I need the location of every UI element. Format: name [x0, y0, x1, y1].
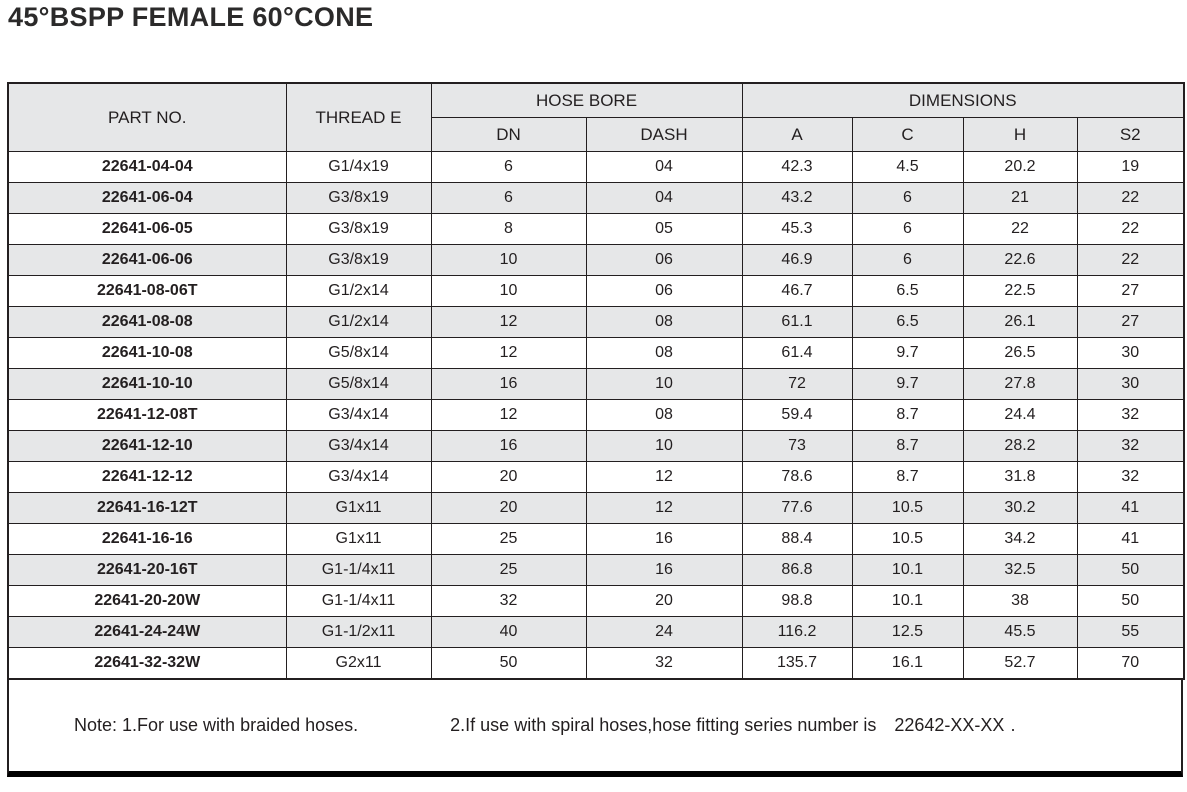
cell-c: 10.1 — [852, 586, 963, 617]
cell-h: 34.2 — [963, 524, 1077, 555]
cell-s2: 50 — [1077, 586, 1184, 617]
cell-c: 6.5 — [852, 307, 963, 338]
cell-dash: 32 — [586, 648, 742, 680]
cell-c: 12.5 — [852, 617, 963, 648]
cell-dash: 08 — [586, 338, 742, 369]
table-row — [8, 462, 1184, 493]
table-row — [8, 338, 1184, 369]
cell-c: 6.5 — [852, 276, 963, 307]
cell-dn: 40 — [431, 617, 586, 648]
cell-h: 28.2 — [963, 431, 1077, 462]
cell-part-no: 22641-16-12T — [8, 493, 286, 524]
cell-a: 135.7 — [742, 648, 852, 680]
cell-dash: 04 — [586, 152, 742, 183]
cell-h: 31.8 — [963, 462, 1077, 493]
cell-h: 22 — [963, 214, 1077, 245]
cell-part-no: 22641-06-06 — [8, 245, 286, 276]
cell-a: 86.8 — [742, 555, 852, 586]
cell-thread-e: G1x11 — [286, 524, 431, 555]
cell-c: 8.7 — [852, 462, 963, 493]
cell-s2: 27 — [1077, 307, 1184, 338]
cell-a: 61.1 — [742, 307, 852, 338]
cell-s2: 32 — [1077, 462, 1184, 493]
cell-a: 98.8 — [742, 586, 852, 617]
cell-a: 88.4 — [742, 524, 852, 555]
table-row — [8, 617, 1184, 648]
cell-h: 24.4 — [963, 400, 1077, 431]
cell-dn: 20 — [431, 462, 586, 493]
cell-part-no: 22641-20-20W — [8, 586, 286, 617]
cell-thread-e: G3/4x14 — [286, 462, 431, 493]
cell-s2: 41 — [1077, 524, 1184, 555]
cell-thread-e: G1/4x19 — [286, 152, 431, 183]
cell-a: 59.4 — [742, 400, 852, 431]
table-row — [8, 245, 1184, 276]
cell-part-no: 22641-12-10 — [8, 431, 286, 462]
cell-thread-e: G3/4x14 — [286, 431, 431, 462]
cell-a: 73 — [742, 431, 852, 462]
cell-s2: 22 — [1077, 183, 1184, 214]
cell-c: 6 — [852, 183, 963, 214]
cell-thread-e: G1-1/2x11 — [286, 617, 431, 648]
col-header-s2: S2 — [1077, 118, 1184, 152]
cell-s2: 41 — [1077, 493, 1184, 524]
cell-part-no: 22641-20-16T — [8, 555, 286, 586]
cell-part-no: 22641-16-16 — [8, 524, 286, 555]
note-2-series-number: 22642-XX-XX — [894, 715, 1005, 735]
cell-h: 27.8 — [963, 369, 1077, 400]
cell-thread-e: G3/8x19 — [286, 245, 431, 276]
cell-a: 42.3 — [742, 152, 852, 183]
cell-c: 9.7 — [852, 369, 963, 400]
cell-c: 4.5 — [852, 152, 963, 183]
col-header-c: C — [852, 118, 963, 152]
table-row — [8, 276, 1184, 307]
cell-part-no: 22641-32-32W — [8, 648, 286, 680]
cell-s2: 70 — [1077, 648, 1184, 680]
table-row — [8, 214, 1184, 245]
table-row — [8, 431, 1184, 462]
cell-thread-e: G3/4x14 — [286, 400, 431, 431]
cell-thread-e: G3/8x19 — [286, 214, 431, 245]
table-row — [8, 307, 1184, 338]
cell-dn: 50 — [431, 648, 586, 680]
col-header-dn: DN — [431, 118, 586, 152]
cell-a: 61.4 — [742, 338, 852, 369]
cell-dn: 12 — [431, 338, 586, 369]
cell-part-no: 22641-06-05 — [8, 214, 286, 245]
cell-a: 116.2 — [742, 617, 852, 648]
cell-s2: 50 — [1077, 555, 1184, 586]
cell-s2: 32 — [1077, 400, 1184, 431]
cell-dash: 12 — [586, 462, 742, 493]
cell-part-no: 22641-04-04 — [8, 152, 286, 183]
cell-part-no: 22641-10-08 — [8, 338, 286, 369]
cell-h: 20.2 — [963, 152, 1077, 183]
cell-a: 77.6 — [742, 493, 852, 524]
cell-thread-e: G5/8x14 — [286, 369, 431, 400]
cell-a: 46.7 — [742, 276, 852, 307]
cell-dn: 10 — [431, 276, 586, 307]
note-box — [7, 680, 1183, 777]
cell-thread-e: G1-1/4x11 — [286, 555, 431, 586]
group-header-hose-bore: HOSE BORE — [431, 83, 742, 118]
cell-dash: 10 — [586, 369, 742, 400]
cell-part-no: 22641-08-06T — [8, 276, 286, 307]
table-row — [8, 648, 1184, 680]
cell-dn: 32 — [431, 586, 586, 617]
cell-s2: 19 — [1077, 152, 1184, 183]
cell-dn: 6 — [431, 183, 586, 214]
cell-c: 6 — [852, 214, 963, 245]
cell-part-no: 22641-08-08 — [8, 307, 286, 338]
cell-c: 10.5 — [852, 493, 963, 524]
cell-s2: 22 — [1077, 245, 1184, 276]
cell-thread-e: G1x11 — [286, 493, 431, 524]
cell-h: 22.6 — [963, 245, 1077, 276]
col-header-a: A — [742, 118, 852, 152]
cell-s2: 55 — [1077, 617, 1184, 648]
cell-a: 45.3 — [742, 214, 852, 245]
cell-h: 32.5 — [963, 555, 1077, 586]
cell-dash: 16 — [586, 524, 742, 555]
cell-dn: 12 — [431, 307, 586, 338]
cell-h: 45.5 — [963, 617, 1077, 648]
cell-a: 46.9 — [742, 245, 852, 276]
cell-a: 72 — [742, 369, 852, 400]
cell-dn: 6 — [431, 152, 586, 183]
table-row — [8, 152, 1184, 183]
col-header-thread-e: THREAD E — [286, 83, 431, 152]
cell-thread-e: G1/2x14 — [286, 276, 431, 307]
cell-h: 22.5 — [963, 276, 1077, 307]
cell-dash: 05 — [586, 214, 742, 245]
cell-h: 21 — [963, 183, 1077, 214]
cell-s2: 22 — [1077, 214, 1184, 245]
cell-dash: 04 — [586, 183, 742, 214]
cell-dash: 20 — [586, 586, 742, 617]
cell-h: 26.1 — [963, 307, 1077, 338]
cell-s2: 27 — [1077, 276, 1184, 307]
group-header-dimensions: DIMENSIONS — [742, 83, 1184, 118]
cell-thread-e: G1-1/4x11 — [286, 586, 431, 617]
cell-dash: 06 — [586, 245, 742, 276]
cell-dash: 10 — [586, 431, 742, 462]
cell-c: 10.1 — [852, 555, 963, 586]
cell-thread-e: G5/8x14 — [286, 338, 431, 369]
header-row-groups — [8, 83, 1184, 118]
table-row — [8, 369, 1184, 400]
cell-part-no: 22641-12-12 — [8, 462, 286, 493]
table-body — [8, 152, 1184, 680]
table-row — [8, 400, 1184, 431]
cell-part-no: 22641-06-04 — [8, 183, 286, 214]
cell-dn: 16 — [431, 431, 586, 462]
cell-part-no: 22641-10-10 — [8, 369, 286, 400]
page-title: 45°BSPP FEMALE 60°CONE — [8, 2, 374, 32]
cell-a: 43.2 — [742, 183, 852, 214]
cell-dn: 25 — [431, 555, 586, 586]
note-1: Note: 1.For use with braided hoses. — [74, 715, 359, 735]
cell-c: 8.7 — [852, 400, 963, 431]
cell-dash: 16 — [586, 555, 742, 586]
table-row — [8, 524, 1184, 555]
col-header-part-no: PART NO. — [8, 83, 286, 152]
cell-c: 10.5 — [852, 524, 963, 555]
cell-dn: 25 — [431, 524, 586, 555]
cell-dn: 8 — [431, 214, 586, 245]
cell-part-no: 22641-12-08T — [8, 400, 286, 431]
cell-s2: 30 — [1077, 369, 1184, 400]
cell-dn: 12 — [431, 400, 586, 431]
table-row — [8, 493, 1184, 524]
cell-dash: 06 — [586, 276, 742, 307]
table-row — [8, 586, 1184, 617]
cell-dash: 24 — [586, 617, 742, 648]
table-header — [8, 83, 1184, 152]
cell-dn: 16 — [431, 369, 586, 400]
cell-h: 30.2 — [963, 493, 1077, 524]
spec-table — [7, 82, 1185, 680]
cell-dash: 12 — [586, 493, 742, 524]
spec-sheet — [7, 82, 1183, 777]
cell-s2: 32 — [1077, 431, 1184, 462]
cell-dn: 20 — [431, 493, 586, 524]
col-header-dash: DASH — [586, 118, 742, 152]
col-header-h: H — [963, 118, 1077, 152]
cell-a: 78.6 — [742, 462, 852, 493]
cell-c: 8.7 — [852, 431, 963, 462]
cell-s2: 30 — [1077, 338, 1184, 369]
table-row — [8, 183, 1184, 214]
cell-thread-e: G1/2x14 — [286, 307, 431, 338]
cell-h: 52.7 — [963, 648, 1077, 680]
cell-h: 38 — [963, 586, 1077, 617]
note-2: 2.If use with spiral hoses,hose fitting series number is — [450, 715, 877, 735]
cell-h: 26.5 — [963, 338, 1077, 369]
cell-thread-e: G3/8x19 — [286, 183, 431, 214]
table-row — [8, 555, 1184, 586]
cell-dn: 10 — [431, 245, 586, 276]
cell-thread-e: G2x11 — [286, 648, 431, 680]
cell-part-no: 22641-24-24W — [8, 617, 286, 648]
cell-c: 9.7 — [852, 338, 963, 369]
cell-dash: 08 — [586, 307, 742, 338]
note-2-period: . — [1010, 715, 1016, 735]
cell-dash: 08 — [586, 400, 742, 431]
cell-c: 16.1 — [852, 648, 963, 680]
cell-c: 6 — [852, 245, 963, 276]
